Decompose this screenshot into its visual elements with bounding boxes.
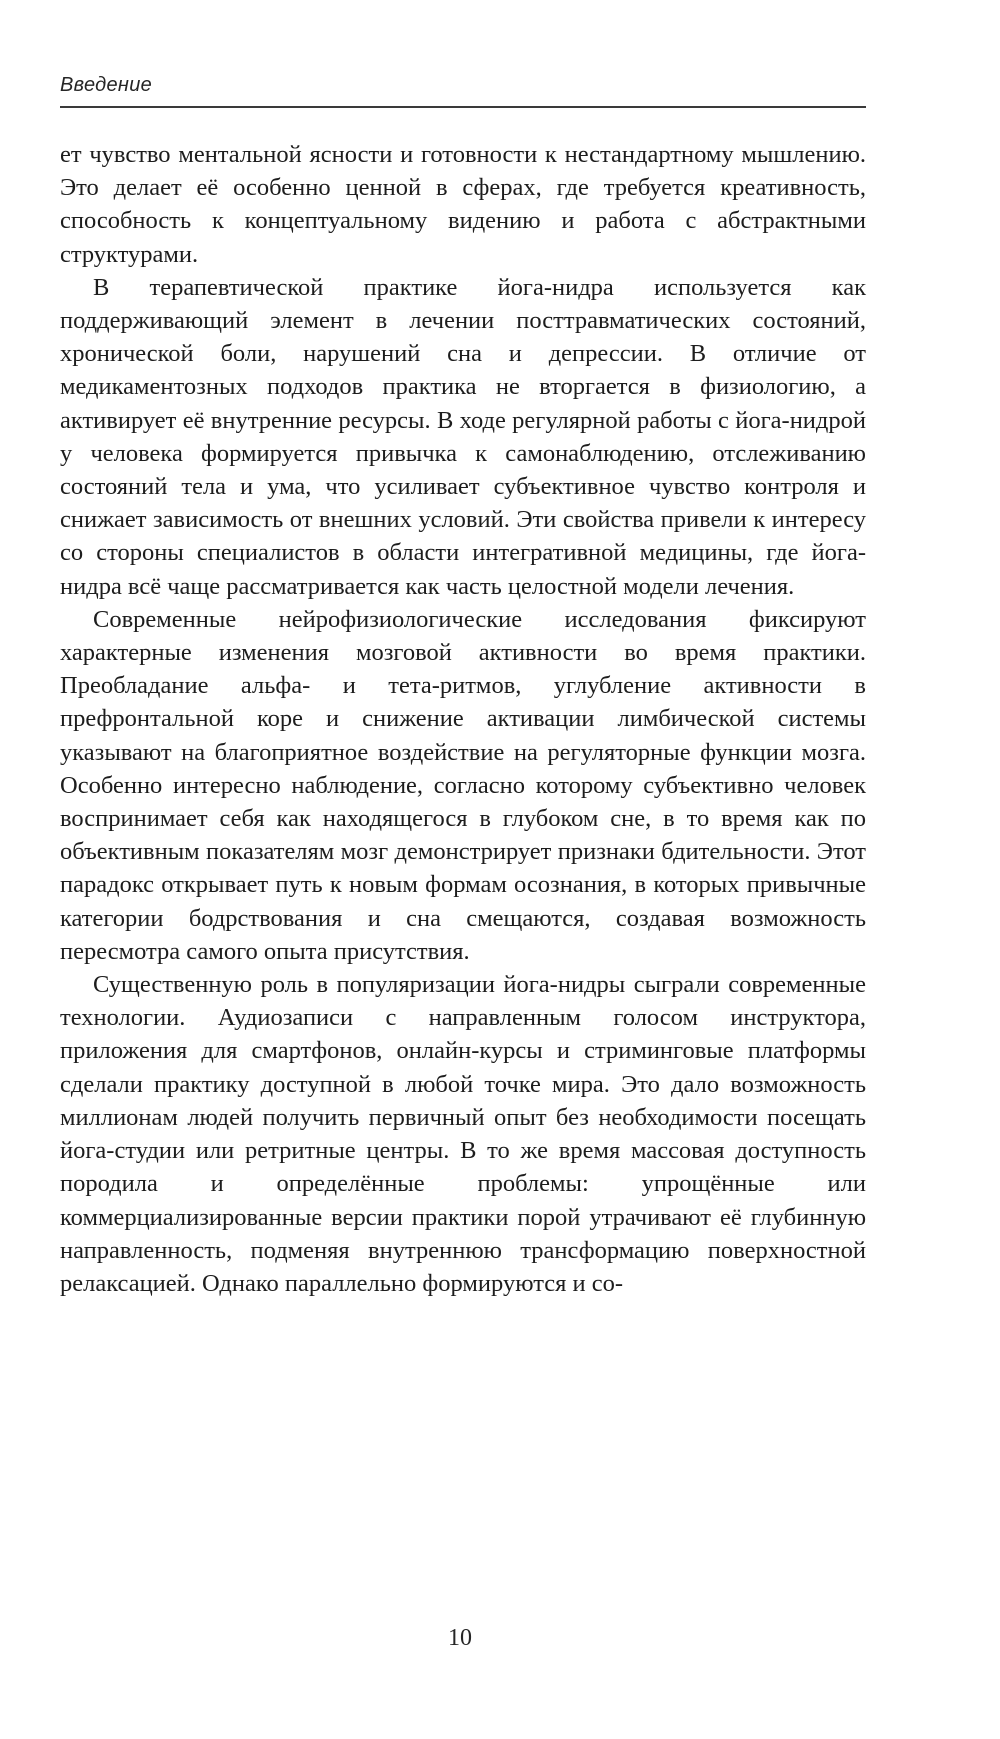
- body-text: [60, 138, 866, 1300]
- header-rule: [60, 106, 866, 108]
- paragraph-2: В терапевтической практике йога-нидра используется как поддерживающий элемент в лечении посттравматических состояний, хронической боли, нарушений сна и депрессии. В отличие от медикаментозных подходов практика не вторгается в физиологию, а активирует её внутренние ресурсы. В ходе регулярной работы с йога-нидрой у человека формируется привычка к самонаблюдению, отслеживанию состояний тела и ума, что усиливает субъективное чувство контроля и снижает зависимость от внешних условий. Эти свойства привели к интересу со стороны специалистов в области интегративной медицины, где йога-нидра всё чаще рассматривается как часть целостной модели лечения.: [60, 273, 866, 600]
- paragraph-1: ет чувство ментальной ясности и готовности к нестандартному мышлению. Это делает её особенно ценной в сферах, где требуется креативность, способность к концептуальному видению и работа с абстрактными структурами.: [60, 141, 866, 268]
- paragraph-3: Современные нейрофизиологические исследования фиксируют характерные изменения мозговой активности во время практики. Преобладание альфа- и тета-ритмов, углубление активности в префронтальной коре и снижение активации лимбической системы указывают на благоприятное воздействие на регуляторные функции мозга. Особенно интересно наблюдение, согласно которому субъективно человек воспринимает себя как находящегося в глубоком сне, в то время как по объективным показателям мозг демонстрирует признаки бдительности. Этот парадокс открывает путь к новым формам осознания, в которых привычные категории бодрствования и сна смещаются, создавая возможность пересмотра самого опыта присутствия.: [60, 605, 866, 965]
- page-number: 10: [448, 1625, 472, 1651]
- paragraph-4: Существенную роль в популяризации йога-нидры сыграли современные технологии. Аудиозаписи с направленным голосом инструктора, приложения для смартфонов, онлайн-курсы и стриминговые платформы сделали практику доступной в любой точке мира. Это дало возможность миллионам людей получить первичный опыт без необходимости посещать йога-студии или ретритные центры. В то же время массовая доступность породила и определённые проблемы: упрощённые или коммерциализированные версии практики порой утрачивают её глубинную направленность, подменяя внутреннюю трансформацию поверхностной релаксацией. Однако параллельно формируются и со-: [60, 971, 866, 1297]
- running-header: Введение: [60, 74, 153, 96]
